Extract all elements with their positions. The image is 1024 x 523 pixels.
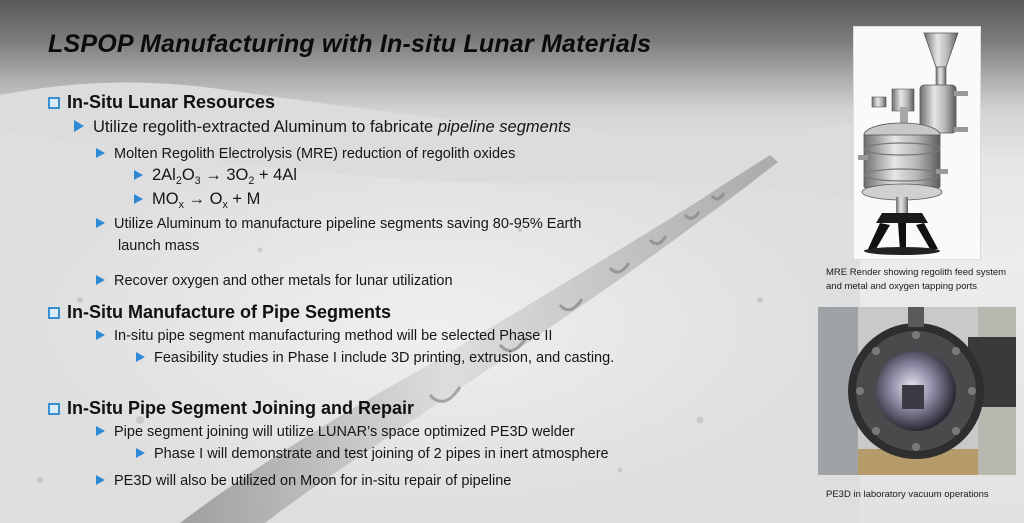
bullet-text: Phase I will demonstrate and test joining of 2 pipes in inert atmosphere bbox=[154, 446, 609, 462]
equation-subscript: 3 bbox=[194, 174, 201, 187]
caption-line: and metal and oxygen tapping ports bbox=[826, 281, 978, 292]
bullet-emphasis: pipeline segments bbox=[437, 118, 571, 136]
checkbox-square-icon bbox=[48, 403, 60, 415]
arrow-bullet-icon bbox=[136, 352, 145, 362]
bullet-text: Pipe segment joining will utilize LUNAR’s space optimized PE3D welder bbox=[114, 424, 575, 440]
bullet-item bbox=[136, 350, 614, 366]
section-pipe-joining-repair bbox=[48, 398, 414, 419]
bullet-text: Recover oxygen and other metals for lunar utilization bbox=[114, 273, 453, 289]
equation-term: O bbox=[205, 190, 223, 208]
checkbox-square-icon bbox=[48, 307, 60, 319]
bullet-text: Utilize regolith-extracted Aluminum to fabricate bbox=[93, 118, 438, 136]
bullet-text: Molten Regolith Electrolysis (MRE) reduction of regolith oxides bbox=[114, 146, 516, 162]
section-heading: In-Situ Pipe Segment Joining and Repair bbox=[67, 398, 415, 418]
caption-line: PE3D in laboratory vacuum operations bbox=[826, 489, 989, 500]
checkbox-square-icon bbox=[48, 97, 60, 109]
bullet-item bbox=[96, 146, 515, 162]
equation-term: 2Al bbox=[152, 166, 176, 184]
reaction-arrow-icon: → bbox=[188, 190, 206, 208]
equation-subscript: 2 bbox=[248, 174, 255, 187]
arrow-bullet-icon bbox=[96, 426, 105, 436]
equation-term: MO bbox=[152, 190, 179, 208]
arrow-bullet-icon bbox=[134, 194, 143, 204]
mre-render-image bbox=[853, 26, 981, 260]
arrow-bullet-icon bbox=[96, 148, 105, 158]
section-heading: In-Situ Manufacture of Pipe Segments bbox=[67, 302, 392, 322]
arrow-bullet-icon bbox=[96, 218, 105, 228]
arrow-bullet-icon bbox=[96, 330, 105, 340]
arrow-bullet-icon bbox=[134, 170, 143, 180]
equation-term: + M bbox=[227, 190, 261, 208]
reaction-arrow-icon: → bbox=[205, 166, 222, 184]
section-heading: In-Situ Lunar Resources bbox=[67, 92, 276, 112]
equation-term: O bbox=[181, 166, 195, 184]
bullet-item bbox=[74, 118, 571, 137]
figure-caption bbox=[826, 266, 1006, 294]
vacuum-chamber-illustration bbox=[818, 307, 1016, 475]
equation-subscript: x bbox=[222, 198, 228, 211]
slide-title: LSPOP Manufacturing with In-situ Lunar Materials bbox=[48, 30, 652, 58]
equation-subscript: x bbox=[178, 198, 184, 211]
arrow-bullet-icon bbox=[136, 448, 145, 458]
bullet-continuation: launch mass bbox=[118, 238, 200, 254]
arrow-bullet-icon bbox=[96, 275, 105, 285]
bullet-item bbox=[96, 216, 581, 232]
equation-term: + 4Al bbox=[254, 166, 297, 184]
bullet-item bbox=[96, 473, 511, 489]
equation-subscript: 2 bbox=[175, 174, 182, 187]
bullet-item bbox=[96, 273, 453, 289]
arrow-bullet-icon bbox=[74, 120, 84, 132]
pe3d-vacuum-photo bbox=[818, 307, 1016, 475]
bullet-text: In-situ pipe segment manufacturing method will be selected Phase II bbox=[114, 328, 553, 344]
bullet-item bbox=[96, 424, 575, 440]
bullet-text: PE3D will also be utilized on Moon for in-situ repair of pipeline bbox=[114, 473, 512, 489]
bullet-text: Feasibility studies in Phase I include 3D printing, extrusion, and casting. bbox=[154, 350, 615, 366]
caption-line: MRE Render showing regolith feed system bbox=[826, 267, 1007, 278]
equation-metal-oxide-reduction bbox=[134, 190, 260, 209]
equation-aluminum-reduction bbox=[134, 166, 297, 185]
bullet-item bbox=[136, 446, 609, 462]
section-in-situ-lunar-resources bbox=[48, 92, 275, 113]
equation-term: 3O bbox=[221, 166, 249, 184]
bullet-text: Utilize Aluminum to manufacture pipeline segments saving 80-95% Earth bbox=[114, 216, 582, 232]
arrow-bullet-icon bbox=[96, 475, 105, 485]
bullet-item bbox=[96, 328, 552, 344]
mre-reactor-illustration bbox=[854, 27, 980, 259]
figure-caption bbox=[826, 488, 989, 502]
section-manufacture-pipe-segments bbox=[48, 302, 391, 323]
